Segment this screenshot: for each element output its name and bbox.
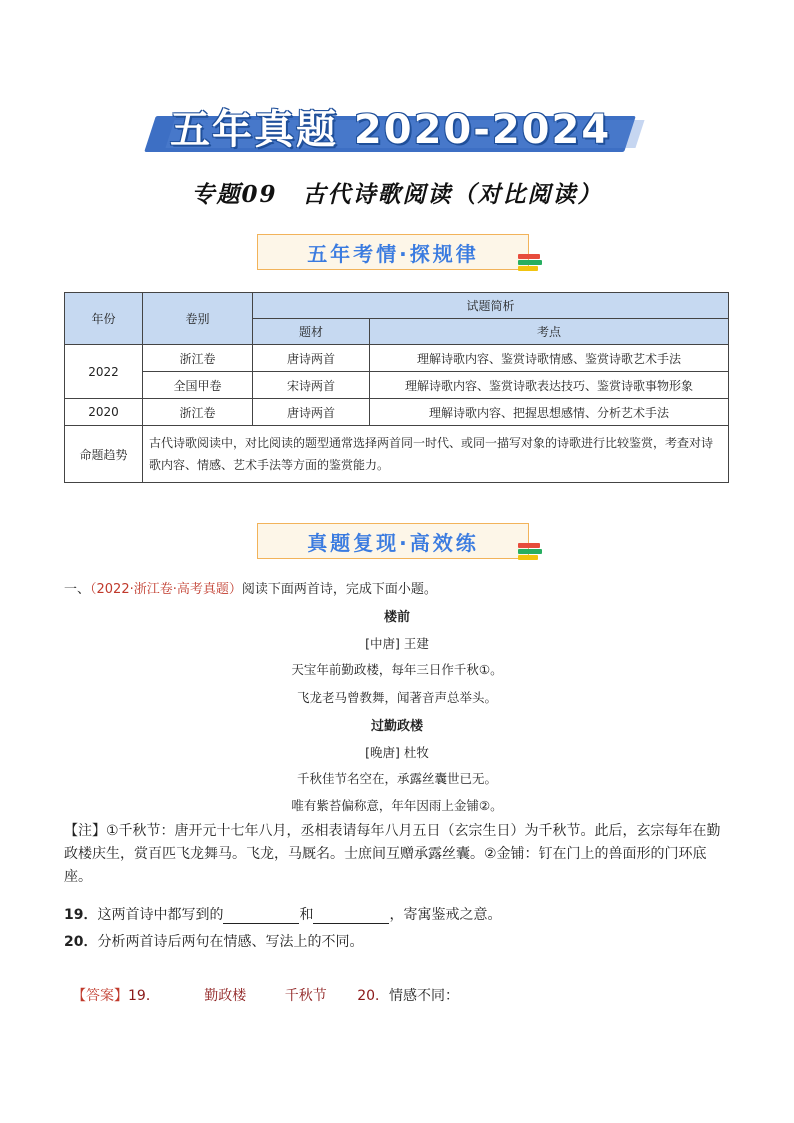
question-20	[64, 931, 363, 951]
cell-trend-label: 命题趋势	[65, 426, 143, 483]
header-year: 年份	[65, 293, 143, 345]
question-number: 20．	[64, 934, 98, 950]
header-material: 题材	[253, 319, 370, 345]
cell-points: 理解诗歌内容、鉴赏诗歌情感、鉴赏诗歌艺术手法	[370, 345, 729, 372]
cell-trend-text: 古代诗歌阅读中，对比阅读的题型通常选择两首同一时代、或同一描写对象的诗歌进行比较鉴赏，考查对诗歌内容、情感、艺术手法等方面的鉴赏能力。	[143, 426, 729, 483]
cell-paper: 浙江卷	[143, 399, 253, 426]
topic-title: 专题09 古代诗歌阅读（对比阅读）	[191, 181, 603, 208]
poem2-author: [晚唐] 杜牧	[365, 745, 429, 760]
poem2-line1: 千秋佳节名空在，承露丝囊世已无。	[296, 771, 497, 786]
poem1-author: [中唐] 王建	[365, 636, 429, 651]
answer-blank[interactable]	[223, 909, 299, 924]
poem1-line2: 飞龙老马曾教舞，闻著音声总举头。	[296, 690, 497, 705]
cell-points: 理解诗歌内容、把握思想感情、分析艺术手法	[370, 399, 729, 426]
cell-paper: 全国甲卷	[143, 372, 253, 399]
exam-analysis-table	[64, 292, 729, 483]
header-analysis: 试题简析	[253, 293, 729, 319]
header-banner	[150, 98, 642, 154]
table-row	[65, 399, 729, 426]
books-icon	[518, 253, 544, 275]
table-row-trend	[65, 426, 729, 483]
answer-tag: 【答案】	[72, 988, 128, 1004]
cell-material: 唐诗两首	[253, 345, 370, 372]
answer-number-20: 20．	[357, 988, 390, 1004]
question-text: ，寄寓鉴戒之意。	[389, 907, 502, 923]
question-text: 这两首诗中都写到的	[97, 907, 224, 923]
poem1-line1: 天宝年前勤政楼，每年三日作千秋①。	[291, 662, 503, 677]
answer-number-19: 19．	[128, 988, 160, 1004]
section-header-label: 五年考情·探规律	[307, 241, 479, 266]
cell-year: 2022	[65, 345, 143, 399]
header-points: 考点	[370, 319, 729, 345]
section-header-trends	[257, 234, 529, 270]
poem2-title: 过勤政楼	[370, 719, 423, 734]
poem-notes: 【注】①千秋节：唐开元十七年八月，丞相表请每年八月五日（玄宗生日）为千秋节。此后，玄宗每年在勤政楼庆生，赏百匹飞龙舞马。飞龙，马厩名。士庶间互赠承露丝囊。②金铺：钉在门上的兽面形的门环底座。	[64, 823, 721, 885]
header-paper: 卷别	[143, 293, 253, 345]
books-icon	[518, 542, 544, 564]
question-stem	[64, 578, 734, 597]
banner-title: 五年真题 2020-2024	[170, 107, 612, 153]
answer-20-text: 情感不同：	[389, 988, 460, 1004]
question-text: 分析两首诗后两句在情感、写法上的不同。	[97, 934, 364, 950]
poem1-title: 楼前	[383, 610, 410, 625]
question-source: （2022·浙江卷·高考真题）	[90, 582, 242, 597]
cell-material: 唐诗两首	[253, 399, 370, 426]
table-row	[65, 345, 729, 372]
answer-blank[interactable]	[313, 909, 389, 924]
section-header-practice	[257, 523, 529, 559]
cell-material: 宋诗两首	[253, 372, 370, 399]
poem2-line2: 唯有紫苔偏称意，年年因雨上金铺②。	[291, 798, 503, 813]
question-instruction: 阅读下面两首诗，完成下面小题。	[241, 582, 437, 597]
question-19	[64, 904, 501, 924]
cell-paper: 浙江卷	[143, 345, 253, 372]
cell-year: 2020	[65, 399, 143, 426]
cell-points: 理解诗歌内容、鉴赏诗歌表达技巧、鉴赏诗歌事物形象	[370, 372, 729, 399]
question-number: 19．	[64, 907, 98, 923]
answer-19-b: 千秋节	[284, 988, 327, 1004]
question-text: 和	[299, 907, 314, 923]
section-header-label: 真题复现·高效练	[307, 530, 479, 555]
question-prefix: 一、	[64, 582, 91, 597]
answer-19-a: 勤政楼	[204, 988, 247, 1004]
answer-line	[72, 985, 459, 1005]
table-row	[65, 372, 729, 399]
